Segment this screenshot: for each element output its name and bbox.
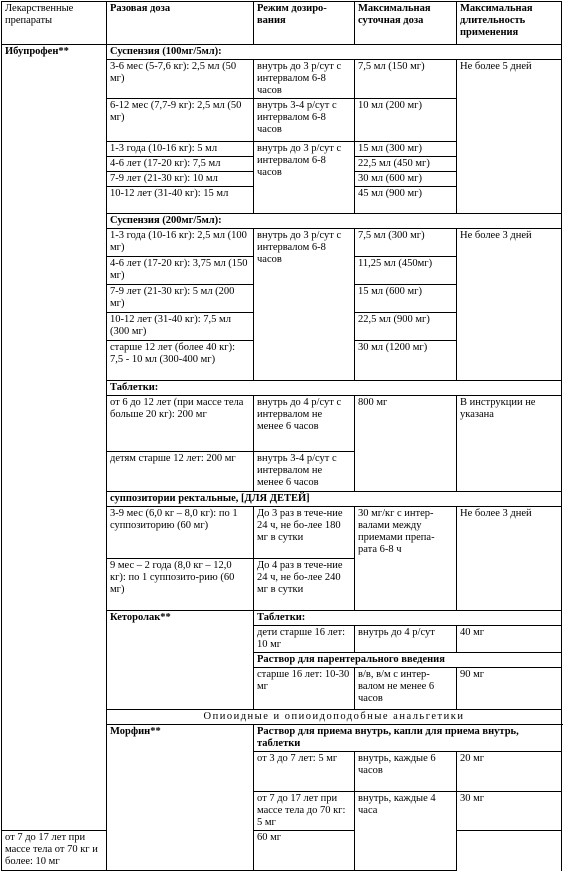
dose-cell: старше 12 лет (более 40 кг): 7,5 - 10 мл (300-400 мг) [107, 341, 254, 381]
max-daily-cell: 15 мл (600 мг) [355, 285, 457, 313]
regimen-cell: в/в, в/м с интер-валом не менее 6 часов [355, 668, 457, 710]
max-daily-cell: 60 мг [254, 831, 355, 871]
subheader-susp200: Суспензия (200мг/5мл): [107, 214, 562, 229]
regimen-cell: внутрь до 4 р/сут [355, 626, 457, 653]
max-daily-cell: 15 мл (300 мг) [355, 142, 457, 157]
regimen-cell: внутрь 3-4 р/сут с интервалом не менее 6 часов [254, 452, 355, 492]
regimen-cell: внутрь до 3 р/сут с интервалом 6-8 часов [254, 229, 355, 381]
max-daily-cell: 10 мл (200 мг) [355, 99, 457, 142]
dose-cell: 4-6 лет (17-20 кг): 3,75 мл (150 мг) [107, 257, 254, 285]
dose-cell: 4-6 лет (17-20 кг): 7,5 мл [107, 157, 254, 172]
max-daily-cell: 22,5 мл (900 мг) [355, 313, 457, 341]
regimen-cell: внутрь, каждые 4 часа [355, 792, 457, 871]
subheader-ketorolac-tablets: Таблетки: [254, 611, 562, 626]
max-daily-cell: 800 мг [355, 396, 457, 492]
dose-cell: 7-9 лет (21-30 кг): 10 мл [107, 172, 254, 187]
max-daily-cell: 20 мг [457, 752, 562, 792]
max-daily-cell: 11,25 мл (450мг) [355, 257, 457, 285]
dose-cell: дети старше 16 лет: 10 мг [254, 626, 355, 653]
max-daily-cell: 40 мг [457, 626, 562, 653]
max-daily-cell: 90 мг [457, 668, 562, 710]
max-daily-cell: 30 мл (1200 мг) [355, 341, 457, 381]
regimen-cell: внутрь 3-4 р/сут с интервалом 6-8 часов [254, 99, 355, 142]
max-daily-cell: 30 мг [457, 792, 562, 831]
table-row [2, 831, 562, 871]
subheader-susp100: Суспензия (100мг/5мл): [107, 45, 562, 60]
regimen-cell: внутрь до 3 р/сут с интервалом 6-8 часов [254, 142, 355, 214]
drug-name-ibuprofen: Ибупрофен** [2, 45, 107, 831]
drug-name-morphine: Морфин** [107, 725, 254, 871]
dose-cell: 1-3 года (10-16 кг): 5 мл [107, 142, 254, 157]
dose-cell: 9 мес – 2 года (8,0 кг – 12,0 кг): по 1 суппозито-рию (60 мг) [107, 559, 254, 611]
subheader-ketorolac-solution: Раствор для парентерального введения [254, 653, 562, 668]
dose-cell: от 3 до 7 лет: 5 мг [254, 752, 355, 792]
max-daily-cell: 30 мл (600 мг) [355, 172, 457, 187]
header-max-duration: Максимальная длительность применения [457, 2, 562, 45]
subheader-tablets: Таблетки: [107, 381, 562, 396]
dose-cell: старше 16 лет: 10-30 мг [254, 668, 355, 710]
dose-cell: от 6 до 12 лет (при массе тела больше 20 кг): 200 мг [107, 396, 254, 452]
section-opioid: Опиоидные и опиоидоподобные анальгетики [107, 710, 562, 725]
regimen-cell: внутрь до 4 р/сут с интервалом не менее 6 часов [254, 396, 355, 452]
regimen-cell: внутрь, каждые 6 часов [355, 752, 457, 792]
dose-cell: 10-12 лет (31-40 кг): 15 мл [107, 187, 254, 214]
regimen-cell: До 3 раз в тече-ние 24 ч, не бо-лее 180 мг в сутки [254, 507, 355, 559]
dose-cell: детям старше 12 лет: 200 мг [107, 452, 254, 492]
dose-cell: 7-9 лет (21-30 кг): 5 мл (200 мг) [107, 285, 254, 313]
dose-cell: от 7 до 17 лет при массе тела до 70 кг: 5 мг [254, 792, 355, 831]
duration-cell: Не более 3 дней [457, 507, 562, 611]
dose-cell: 1-3 года (10-16 кг): 2,5 мл (100 мг) [107, 229, 254, 257]
duration-cell: Не более 3 дней [457, 229, 562, 381]
header-row [2, 2, 562, 45]
header-regimen: Режим дозиро-вания [254, 2, 355, 45]
regimen-cell: До 4 раз в тече-ние 24 ч, не бо-лее 240 мг в сутки [254, 559, 355, 611]
max-daily-cell: 22,5 мл (450 мг) [355, 157, 457, 172]
subheader-morphine: Раствор для приема внутрь, капли для приема внутрь, таблетки [254, 725, 562, 752]
max-daily-cell: 7,5 мл (150 мг) [355, 60, 457, 99]
dose-cell: от 7 до 17 лет при массе тела от 70 кг и более: 10 мг [2, 831, 107, 871]
header-drug: Лекарственные препараты [2, 2, 107, 45]
dose-cell: 3-6 мес (5-7,6 кг): 2,5 мл (50 мг) [107, 60, 254, 99]
dose-cell: 3-9 мес (6,0 кг – 8,0 кг): по 1 суппозиторию (60 мг) [107, 507, 254, 559]
duration-cell: Не более 5 дней [457, 60, 562, 214]
regimen-cell: внутрь до 3 р/сут с интервалом 6-8 часов [254, 60, 355, 99]
dose-cell: 6-12 мес (7,7-9 кг): 2,5 мл (50 мг) [107, 99, 254, 142]
max-daily-cell: 45 мл (900 мг) [355, 187, 457, 214]
max-daily-cell: 7,5 мл (300 мг) [355, 229, 457, 257]
header-max-daily: Максимальная суточная доза [355, 2, 457, 45]
duration-cell: В инструкции не указана [457, 396, 562, 492]
max-daily-cell: 30 мг/кг с интер-валами между приемами препа-рата 6-8 ч [355, 507, 457, 611]
header-single-dose: Разовая доза [107, 2, 254, 45]
dosing-table [1, 1, 562, 871]
dose-cell: 10-12 лет (31-40 кг): 7,5 мл (300 мг) [107, 313, 254, 341]
drug-name-ketorolac: Кеторолак** [107, 611, 254, 710]
subheader-suppositories: суппозитории ректальные, [ДЛЯ ДЕТЕЙ] [107, 492, 562, 507]
